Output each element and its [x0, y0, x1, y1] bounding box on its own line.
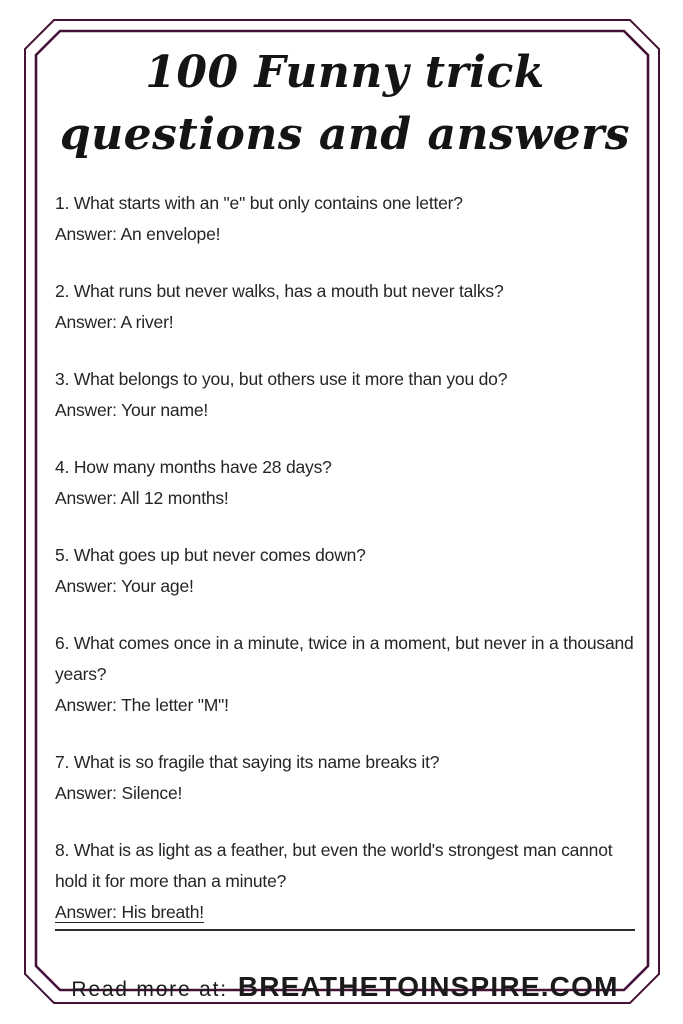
- answer-text: Answer: A river!: [55, 312, 174, 332]
- page-title: [55, 42, 635, 166]
- question-text: 4. How many months have 28 days?: [55, 457, 332, 477]
- qa-item: [55, 747, 635, 809]
- page-title-line-1: 100 Funny trick: [145, 47, 545, 98]
- question-text: 2. What runs but never walks, has a mouth but never talks?: [55, 281, 504, 301]
- footer-credit: [55, 971, 635, 1003]
- footer-site-name: BREATHETOINSPIRE.COM: [237, 971, 619, 1002]
- qa-item: [55, 835, 635, 931]
- question-text: 1. What starts with an "e" but only contains one letter?: [55, 193, 463, 213]
- qa-item: [55, 452, 635, 514]
- answer-text: Answer: His breath!: [55, 897, 635, 931]
- page-title-line-2: questions and answers: [59, 109, 631, 160]
- question-text: 7. What is so fragile that saying its name breaks it?: [55, 752, 440, 772]
- answer-text: Answer: Your name!: [55, 400, 209, 420]
- question-text: 8. What is as light as a feather, but even the world's strongest man cannot hold it for more than a minute?: [55, 840, 613, 891]
- answer-text: Answer: Your age!: [55, 576, 194, 596]
- page-content: [55, 42, 635, 1003]
- qa-item: [55, 628, 635, 721]
- question-text: 6. What comes once in a minute, twice in a moment, but never in a thousand years?: [55, 633, 634, 684]
- question-text: 3. What belongs to you, but others use it more than you do?: [55, 369, 508, 389]
- qa-item: [55, 188, 635, 250]
- answer-text: Answer: All 12 months!: [55, 488, 229, 508]
- footer-read-more-label: Read more at:: [71, 978, 228, 1001]
- qa-item: [55, 276, 635, 338]
- qa-item: [55, 364, 635, 426]
- question-list: [55, 188, 635, 931]
- answer-text: Answer: An envelope!: [55, 224, 221, 244]
- qa-item: [55, 540, 635, 602]
- answer-text: Answer: Silence!: [55, 783, 183, 803]
- answer-text: Answer: The letter "M"!: [55, 695, 229, 715]
- question-text: 5. What goes up but never comes down?: [55, 545, 366, 565]
